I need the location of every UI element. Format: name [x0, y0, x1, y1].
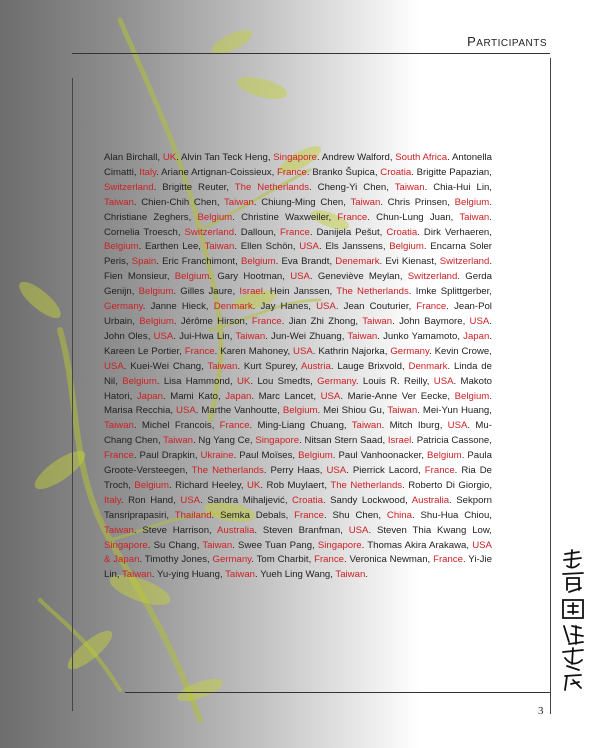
- participant-country: Denemark: [335, 256, 380, 268]
- participant-country: Germany: [104, 301, 143, 313]
- participant-country: UK: [237, 375, 251, 387]
- participant-name: Danijela Pešut: [316, 226, 380, 238]
- participant-country: Germany: [390, 345, 430, 357]
- participant-country: UK: [247, 479, 261, 491]
- participant-country: USA: [348, 524, 369, 536]
- participant-country: Taiwan: [459, 211, 490, 223]
- participant-name: Thomas Akira Arakawa: [367, 539, 467, 551]
- participant-name: Lauge Brixvold: [337, 360, 403, 372]
- participant-name: Karen Mahoney: [220, 345, 288, 357]
- participant-name: Antonella Cimatti: [104, 152, 492, 178]
- participant-name: Paula Groote-Versteegen: [104, 450, 492, 477]
- participant-name: Mitch Iburg: [389, 420, 440, 432]
- participant-name: Brigitte Papazian: [416, 166, 490, 178]
- participant-country: Australia: [217, 524, 255, 536]
- participant-country: Taiwan: [235, 330, 266, 342]
- participant-country: USA: [316, 301, 336, 313]
- participant-country: USA: [320, 390, 341, 402]
- participant-country: France: [433, 554, 463, 566]
- participant-country: Italy: [139, 166, 157, 178]
- participant-name: Yi-Jie Lin: [104, 554, 492, 581]
- participant-name: Marisa Recchia: [104, 405, 171, 417]
- participant-name: Kathrin Najorka: [318, 345, 385, 357]
- participant-name: Shu Chen: [332, 509, 379, 521]
- participant-name: Jian Zhi Zhong: [288, 315, 356, 327]
- participant-name: Louis R. Reilly: [362, 375, 427, 387]
- participant-name: Jay Hanes: [260, 301, 309, 313]
- participant-name: Encarna Soler Peris: [104, 241, 492, 268]
- participant-country: Taiwan: [121, 569, 152, 581]
- participant-country: Japan: [136, 390, 163, 402]
- participant-country: The Netherlands: [234, 181, 310, 193]
- participant-name: Kareen Le Portier: [104, 345, 180, 357]
- participant-name: Earthen Lee: [145, 241, 199, 253]
- participant-name: Linda de Nil: [104, 360, 492, 387]
- participant-country: France: [416, 301, 447, 313]
- participant-name: Nitsan Stern Saad: [304, 435, 383, 447]
- participant-country: USA: [104, 360, 124, 372]
- participant-country: Belgium: [134, 479, 169, 491]
- participant-name: Imke Splittgerber: [415, 286, 490, 298]
- participant-name: Patricia Cassone: [416, 435, 490, 447]
- participant-name: Gary Hootman: [217, 271, 283, 283]
- participant-name: Lisa Hammond: [163, 375, 231, 387]
- participant-country: Taiwan: [202, 539, 233, 551]
- participant-country: Belgium: [122, 375, 157, 387]
- participant-country: Taiwan: [104, 420, 134, 432]
- participant-name: Junko Yamamoto: [383, 330, 458, 342]
- participant-name: Jean Couturier: [343, 301, 409, 313]
- participant-country: Belgium: [454, 196, 490, 208]
- participant-name: Pierrick Lacord: [352, 465, 419, 477]
- participant-name: Ria De Troch: [104, 465, 492, 491]
- participant-name: Steven Branfman: [262, 524, 341, 536]
- participant-name: Sandra Mihaljević: [207, 494, 285, 506]
- participant-name: Veronica Newman: [349, 554, 428, 566]
- participant-country: USA: [176, 405, 196, 417]
- participant-name: John Oles: [104, 330, 148, 342]
- participant-name: Jui-Hwa Lin: [179, 330, 230, 342]
- participant-name: Eric Franchimont: [162, 256, 236, 268]
- header-rule: [72, 53, 550, 54]
- participant-country: Singapore: [317, 539, 362, 551]
- participant-country: France: [219, 420, 250, 432]
- participant-name: Mei Shiou Gu: [323, 405, 382, 417]
- participant-country: USA: [326, 465, 347, 477]
- participant-name: Su Chang: [153, 539, 197, 551]
- participant-name: Marthe Vanhoutte: [201, 405, 278, 417]
- participant-name: Semka Debals: [220, 509, 286, 521]
- participant-name: Jean-Pol Urbain: [104, 301, 492, 327]
- participant-name: Hein Janssen: [269, 286, 330, 298]
- participant-country: Taiwan: [204, 241, 235, 253]
- participant-country: France: [277, 166, 307, 178]
- participant-country: Austria: [300, 360, 331, 372]
- participant-name: Makoto Hatori: [104, 375, 492, 402]
- participant-country: Singapore: [255, 435, 300, 447]
- participant-name: Swee Tuan Pang: [238, 539, 313, 551]
- participant-country: Belgium: [454, 390, 490, 402]
- participant-country: Denmark: [213, 301, 253, 313]
- participant-country: Australia: [411, 494, 450, 506]
- participant-name: Yueh Ling Wang: [260, 569, 331, 581]
- participant-name: Mu-Chang Chen: [104, 420, 492, 447]
- participant-name: Christine Waxweiler: [241, 211, 329, 223]
- participant-name: Eva Brandt: [281, 256, 330, 268]
- participant-name: Christiane Zeghers: [104, 211, 189, 223]
- participant-name: Tom Charbit: [256, 554, 309, 566]
- participant-name: Chris Prinsen: [387, 196, 448, 208]
- page-number: 3: [538, 705, 544, 717]
- participant-country: Germany: [317, 375, 356, 387]
- participant-country: Belgium: [174, 271, 210, 283]
- participant-name: Steve Harrison: [142, 524, 210, 536]
- participant-country: The Netherlands: [191, 465, 264, 477]
- participant-name: Dalloun: [240, 226, 274, 238]
- participant-country: USA & Japan: [104, 539, 492, 566]
- participant-name: Jérôme Hirson: [180, 315, 245, 327]
- participant-name: Sekporn Tansriprapasiri: [104, 494, 492, 521]
- participant-name: Timothy Jones: [144, 554, 207, 566]
- participant-country: Thailand: [174, 509, 212, 521]
- participant-country: Spain: [131, 256, 157, 268]
- participant-name: Kuei-Wei Chang: [130, 360, 202, 372]
- participant-country: Japan: [463, 330, 490, 342]
- participant-country: USA: [447, 420, 468, 432]
- participant-country: Taiwan: [350, 196, 381, 208]
- participant-country: USA: [290, 271, 310, 283]
- participant-country: France: [104, 450, 134, 462]
- participant-country: China: [386, 509, 412, 521]
- participant-country: Switzerland: [104, 181, 154, 193]
- participant-country: Switzerland: [407, 271, 458, 283]
- right-vertical-rule: [550, 58, 551, 714]
- participant-name: Jun-Wei Zhuang: [271, 330, 342, 342]
- participant-name: Ng Yang Ce: [198, 435, 250, 447]
- participant-country: Switzerland: [439, 256, 490, 268]
- participant-country: USA: [433, 375, 454, 387]
- participant-name: Ellen Schön: [240, 241, 293, 253]
- participant-country: Israel: [387, 435, 412, 447]
- participant-name: Alvin Tan Teck Heng: [181, 152, 268, 163]
- participant-name: Yu-ying Huang: [157, 569, 220, 581]
- participant-country: Taiwan: [207, 360, 238, 372]
- participant-name: Fien Monsieur: [104, 271, 167, 283]
- participant-country: Belgium: [240, 256, 276, 268]
- participant-name: Kurt Spurey: [243, 360, 295, 372]
- participant-country: Belgium: [427, 450, 462, 462]
- participant-country: France: [424, 465, 455, 477]
- participant-country: Ukraine: [200, 450, 234, 462]
- participant-name: Alan Birchall: [104, 152, 158, 163]
- participant-name: Chien-Chih Chen: [141, 196, 217, 208]
- participant-name: Mei-Yun Huang: [422, 405, 490, 417]
- participant-country: Belgium: [282, 405, 318, 417]
- participant-country: Taiwan: [362, 315, 393, 327]
- participant-name: Evi Kienast: [385, 256, 434, 268]
- participant-name: Chun-Lung Juan: [376, 211, 451, 223]
- participant-country: France: [279, 226, 310, 238]
- participant-name: Steven Thia Kwang Low: [376, 524, 490, 536]
- left-vertical-rule: [72, 78, 73, 711]
- participant-name: Geneviève Meylan: [317, 271, 400, 283]
- participant-name: Paul Drapkin: [139, 450, 195, 462]
- participant-name: Ariane Artignan-Coissieux: [161, 166, 272, 178]
- calligraphy-logo: [559, 548, 587, 693]
- participant-country: Taiwan: [224, 196, 254, 208]
- participant-name: Cheng-Yi Chen: [317, 181, 387, 193]
- participant-country: Singapore: [273, 152, 317, 163]
- footer-rule: [125, 692, 550, 693]
- participant-country: UK: [162, 152, 177, 163]
- participant-name: Michel Francois: [141, 420, 212, 432]
- participant-name: Marie-Anne Ver Eecke: [347, 390, 448, 402]
- participant-country: Italy: [104, 494, 121, 506]
- participant-name: Dirk Verhaeren: [423, 226, 490, 238]
- participant-country: Singapore: [104, 539, 148, 551]
- participant-country: Belgium: [197, 211, 233, 223]
- participant-country: USA: [469, 315, 490, 327]
- participant-name: Paul Vanhoonacker: [338, 450, 422, 462]
- participant-country: Taiwan: [225, 569, 256, 581]
- participant-name: Brigitte Reuter: [162, 181, 227, 193]
- participant-country: USA: [153, 330, 174, 342]
- participant-country: South Africa: [395, 152, 448, 163]
- participant-country: France: [251, 315, 282, 327]
- participant-country: Taiwan: [163, 435, 194, 447]
- participant-name: Branko Šupica: [312, 166, 375, 178]
- participant-country: Taiwan: [351, 420, 382, 432]
- participant-country: USA: [293, 345, 313, 357]
- participant-name: Janne Hieck: [150, 301, 206, 313]
- participant-country: The Netherlands: [330, 479, 403, 491]
- participant-country: France: [314, 554, 344, 566]
- participant-name: Shu-Hua Chiou: [420, 509, 490, 521]
- participant-country: Belgium: [139, 315, 174, 327]
- participant-country: USA: [180, 494, 201, 506]
- participant-country: Japan: [225, 390, 252, 402]
- participant-country: Denmark: [408, 360, 448, 372]
- participant-name: Lou Smedts: [257, 375, 311, 387]
- participant-name: Kevin Crowe: [434, 345, 490, 357]
- participant-name: Mami Kato: [170, 390, 218, 402]
- participant-country: USA: [299, 241, 319, 253]
- participant-name: Sandy Lockwood: [330, 494, 406, 506]
- participant-country: Belgium: [389, 241, 424, 253]
- participant-name: Marc Lancet: [258, 390, 314, 402]
- participant-name: Gerda Genijn: [104, 271, 492, 298]
- participant-name: Els Janssens: [325, 241, 383, 253]
- participant-country: Belgium: [298, 450, 333, 462]
- participant-country: Taiwan: [394, 181, 425, 193]
- participant-name: Chiung-Ming Chen: [261, 196, 344, 208]
- participant-country: Croatia: [380, 166, 412, 178]
- participant-country: Switzerland: [184, 226, 235, 238]
- participant-name: Ron Hand: [128, 494, 174, 506]
- participant-name: Paul Moïses: [239, 450, 293, 462]
- participant-country: Taiwan: [387, 405, 418, 417]
- participant-name: Richard Heeley: [175, 479, 241, 491]
- participant-name: Rob Muylaert: [266, 479, 325, 491]
- participant-country: Taiwan: [347, 330, 378, 342]
- participant-country: Israel: [239, 286, 263, 298]
- participant-country: Germany: [212, 554, 252, 566]
- participant-name: Cornelia Troesch: [104, 226, 178, 238]
- participant-country: Taiwan: [335, 569, 366, 581]
- participants-list: Alan Birchall, UK. Alvin Tan Teck Heng, Singapore. Andrew Walford, South Africa. Antonella Cimatti, Italy. Ariane Artignan-Coissieux, France. Branko Šupica, Croatia. Brigitte Papazian, Switzerland. Brigitte Reuter, The Netherlands. Cheng-Yi Chen, Taiwan. Chia-Hui Lin, Taiwan. Chien-Chih Chen, Taiwan. Chiung-Ming Chen, Taiwan. Chris Prinsen, Belgium. Christiane Zeghers, Belgium. Christine Waxweiler, France. Chun-Lung Juan, Taiwan. Cornelia Troesch, Switzerland. Dalloun, France. Danijela Pešut, Croatia. Dirk Verhaeren, Belgium. Earthen Lee, Taiwan. Ellen Schön, USA. Els Janssens, Belgium. Encarna Soler Peris, Spain. Eric Franchimont, Belgium. Eva Brandt, Denemark. Evi Kienast, Switzerland. Fien Monsieur, Belgium. Gary Hootman, USA. Geneviève Meylan, Switzerland. Gerda Genijn, Belgium. Gilles Jaure, Israel. Hein Janssen, The Netherlands. Imke Splittgerber, Germany. Janne Hieck, Denmark. Jay Hanes, USA. Jean Couturier, France. Jean-Pol Urbain, Belgium. Jérôme Hirson, France. Jian Zhi Zhong, Taiwan. John Baymore, USA. John Oles, USA. Jui-Hwa Lin, Taiwan. Jun-Wei Zhuang, Taiwan. Junko Yamamoto, Japan. Kareen Le Portier, France. Karen Mahoney, USA. Kathrin Najorka, Germany. Kevin Crowe, USA. Kuei-Wei Chang, Taiwan. Kurt Spurey, Austria. Lauge Brixvold, Denmark. Linda de Nil, Belgium. Lisa Hammond, UK. Lou Smedts, Germany. Louis R. Reilly, USA. Makoto Hatori, Japan. Mami Kato, Japan. Marc Lancet, USA. Marie-Anne Ver Eecke, Belgium. Marisa Recchia, USA. Marthe Vanhoutte, Belgium. Mei Shiou Gu, Taiwan. Mei-Yun Huang, Taiwan. Michel Francois, France. Ming-Liang Chuang, Taiwan. Mitch Iburg, USA. Mu-Chang Chen, Taiwan. Ng Yang Ce, Singapore. Nitsan Stern Saad, Israel. Patricia Cassone, France. Paul Drapkin, Ukraine. Paul Moïses, Belgium. Paul Vanhoonacker, Belgium. Paula Groote-Versteegen, The Netherlands. Perry Haas, USA. Pierrick Lacord, France. Ria De Troch, Belgium. Richard Heeley, UK. Rob Muylaert, The Netherlands. Roberto Di Giorgio, Italy. Ron Hand, USA. Sandra Mihaljević, Croatia. Sandy Lockwood, Australia. Sekporn Tansriprapasiri, Thailand. Semka Debals, France. Shu Chen, China. Shu-Hua Chiou, Taiwan. Steve Harrison, Australia. Steven Branfman, USA. Steven Thia Kwang Low, Singapore. Su Chang, Taiwan. Swee Tuan Pang, Singapore. Thomas Akira Arakawa, USA & Japan. Timothy Jones, Germany. Tom Charbit, France. Veronica Newman, France. Yi-Jie Lin, Taiwan. Yu-ying Huang, Taiwan. Yueh Ling Wang, Taiwan.: [104, 152, 492, 581]
- page-title: PARTICIPANTS: [467, 34, 547, 49]
- participant-country: Croatia: [386, 226, 418, 238]
- participant-country: France: [184, 345, 215, 357]
- participant-country: Taiwan: [104, 524, 134, 536]
- participant-name: Chia-Hui Lin: [433, 181, 490, 193]
- participant-country: France: [294, 509, 325, 521]
- participant-country: Taiwan: [104, 196, 134, 208]
- participant-country: Belgium: [104, 241, 139, 253]
- participant-country: Belgium: [138, 286, 174, 298]
- participant-name: Ming-Liang Chuang: [257, 420, 344, 432]
- participant-name: Gilles Jaure: [180, 286, 233, 298]
- participant-country: Croatia: [292, 494, 323, 506]
- participant-country: France: [337, 211, 368, 223]
- participant-name: John Baymore: [399, 315, 463, 327]
- participant-country: The Netherlands: [336, 286, 409, 298]
- participant-name: Andrew Walford: [321, 152, 390, 163]
- participant-name: Perry Haas: [270, 465, 320, 477]
- participant-name: Roberto Di Giorgio: [408, 479, 490, 491]
